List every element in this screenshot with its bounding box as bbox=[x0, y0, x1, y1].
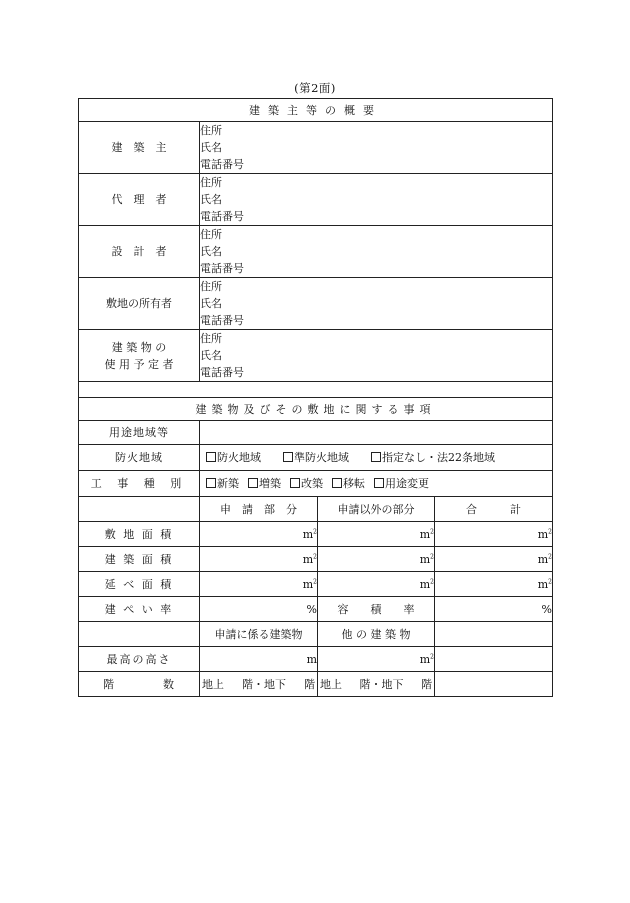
unit-label: m bbox=[302, 552, 314, 566]
party-label-line1: 建 築 物 の bbox=[111, 340, 167, 354]
coverage-field[interactable] bbox=[200, 597, 318, 622]
phone-label: 電話番号 bbox=[200, 314, 244, 327]
area-applied-field[interactable] bbox=[200, 522, 318, 547]
floors-mid-label: 階・地下 bbox=[359, 677, 404, 691]
max-height-label: 最高の高さ bbox=[79, 647, 200, 672]
floors-above-label: 地上 bbox=[202, 677, 224, 691]
checkbox-icon[interactable] bbox=[374, 478, 384, 488]
sheet-number: (第2面) bbox=[294, 81, 336, 95]
party-row-agent bbox=[79, 174, 553, 226]
building-header-other: 他 の 建 築 物 bbox=[318, 622, 435, 647]
application-form-table bbox=[78, 98, 553, 697]
fire-zone-option[interactable] bbox=[283, 452, 349, 463]
party-contact-field[interactable] bbox=[200, 278, 553, 330]
coverage-row bbox=[79, 597, 553, 622]
area-header-applied: 申 請 部 分 bbox=[200, 497, 318, 522]
name-label: 氏名 bbox=[200, 141, 222, 154]
option-label: 指定なし・法22条地域 bbox=[382, 451, 495, 464]
unit-label: m bbox=[419, 527, 431, 541]
floors-row bbox=[79, 672, 553, 697]
option-label: 移転 bbox=[343, 477, 365, 490]
unit-label: m bbox=[537, 527, 549, 541]
building-header-empty bbox=[435, 622, 553, 647]
area-row-building bbox=[79, 547, 553, 572]
area-label: 延 べ 面 積 bbox=[79, 572, 200, 597]
option-label: 用途変更 bbox=[385, 477, 429, 490]
option-label: 改築 bbox=[301, 477, 323, 490]
area-applied-field[interactable] bbox=[200, 547, 318, 572]
unit-label: m bbox=[537, 577, 549, 591]
checkbox-icon[interactable] bbox=[206, 478, 216, 488]
fire-zone-row bbox=[79, 445, 553, 471]
floors-label: 階 数 bbox=[79, 672, 200, 697]
unit-sup: 2 bbox=[313, 577, 317, 585]
work-type-row bbox=[79, 471, 553, 497]
unit-label: m bbox=[302, 527, 314, 541]
checkbox-icon[interactable] bbox=[332, 478, 342, 488]
party-row-intended-user bbox=[79, 330, 553, 382]
area-other-field[interactable] bbox=[318, 522, 435, 547]
work-type-option[interactable] bbox=[290, 478, 323, 489]
area-row-site bbox=[79, 522, 553, 547]
name-label: 氏名 bbox=[200, 245, 222, 258]
fire-zone-option[interactable] bbox=[371, 452, 495, 463]
work-type-label: 工 事 種 別 bbox=[79, 471, 200, 497]
work-type-option[interactable] bbox=[374, 478, 429, 489]
checkbox-icon[interactable] bbox=[206, 452, 216, 462]
unit-label: m bbox=[419, 652, 431, 666]
party-contact-field[interactable] bbox=[200, 330, 553, 382]
checkbox-icon[interactable] bbox=[371, 452, 381, 462]
area-applied-field[interactable] bbox=[200, 572, 318, 597]
party-contact-field[interactable] bbox=[200, 174, 553, 226]
floors-above-label: 地上 bbox=[320, 677, 342, 691]
unit-label: m bbox=[306, 652, 317, 666]
fire-zone-option[interactable] bbox=[206, 452, 261, 463]
option-label: 新築 bbox=[217, 477, 239, 490]
party-contact-field[interactable] bbox=[200, 122, 553, 174]
unit-sup: 2 bbox=[430, 577, 434, 585]
party-row-land-owner bbox=[79, 278, 553, 330]
unit-label: % bbox=[306, 602, 317, 616]
use-zone-row bbox=[79, 421, 553, 445]
unit-label: m bbox=[302, 577, 314, 591]
fire-zone-label: 防火地域 bbox=[79, 445, 200, 471]
unit-label: % bbox=[541, 602, 552, 616]
work-type-options bbox=[200, 471, 553, 497]
area-label: 敷 地 面 積 bbox=[79, 522, 200, 547]
building-header-applied: 申請に係る建築物 bbox=[200, 622, 318, 647]
phone-label: 電話番号 bbox=[200, 158, 244, 171]
party-label bbox=[79, 330, 200, 382]
area-header-blank bbox=[79, 497, 200, 522]
address-label: 住所 bbox=[200, 332, 222, 345]
party-row-owner bbox=[79, 122, 553, 174]
unit-label: m bbox=[537, 552, 549, 566]
address-label: 住所 bbox=[200, 280, 222, 293]
checkbox-icon[interactable] bbox=[248, 478, 258, 488]
floors-end-label: 階 bbox=[304, 677, 315, 691]
phone-label: 電話番号 bbox=[200, 210, 244, 223]
area-header-total: 合 計 bbox=[435, 497, 553, 522]
option-label: 防火地域 bbox=[217, 451, 261, 464]
fire-zone-options bbox=[200, 445, 553, 471]
party-row-designer bbox=[79, 226, 553, 278]
section-spacer bbox=[79, 382, 553, 398]
floors-applied-text bbox=[200, 679, 317, 690]
unit-sup: 2 bbox=[430, 652, 434, 660]
area-label: 建 築 面 積 bbox=[79, 547, 200, 572]
max-height-other-field[interactable] bbox=[318, 647, 435, 672]
unit-sup: 2 bbox=[313, 527, 317, 535]
address-label: 住所 bbox=[200, 176, 222, 189]
phone-label: 電話番号 bbox=[200, 262, 244, 275]
party-label: 敷地の所有者 bbox=[79, 278, 200, 330]
area-other-field[interactable] bbox=[318, 547, 435, 572]
floors-applied-field[interactable] bbox=[200, 672, 318, 697]
use-zone-field[interactable] bbox=[200, 421, 553, 445]
unit-sup: 2 bbox=[548, 577, 552, 585]
unit-sup: 2 bbox=[548, 527, 552, 535]
area-header-other: 申請以外の部分 bbox=[318, 497, 435, 522]
area-total-field[interactable] bbox=[435, 522, 553, 547]
work-type-option[interactable] bbox=[248, 478, 281, 489]
building-header-row bbox=[79, 622, 553, 647]
coverage-label: 建 ぺ い 率 bbox=[79, 597, 200, 622]
max-height-empty bbox=[435, 647, 553, 672]
unit-sup: 2 bbox=[313, 552, 317, 560]
name-label: 氏名 bbox=[200, 297, 222, 310]
party-contact-field[interactable] bbox=[200, 226, 553, 278]
floors-mid-label: 階・地下 bbox=[242, 677, 286, 691]
address-label: 住所 bbox=[200, 228, 222, 241]
option-label: 増築 bbox=[259, 477, 281, 490]
floors-other-text bbox=[318, 679, 434, 690]
unit-sup: 2 bbox=[430, 527, 434, 535]
floors-empty bbox=[435, 672, 553, 697]
name-label: 氏名 bbox=[200, 193, 222, 206]
section2-title: 建築物及びその敷地に関する事項 bbox=[79, 398, 553, 421]
option-label: 準防火地域 bbox=[294, 451, 349, 464]
area-total-field[interactable] bbox=[435, 547, 553, 572]
checkbox-icon[interactable] bbox=[283, 452, 293, 462]
unit-sup: 2 bbox=[430, 552, 434, 560]
section1-title: 建築主等の概要 bbox=[79, 99, 553, 122]
floors-other-field[interactable] bbox=[318, 672, 435, 697]
work-type-option[interactable] bbox=[206, 478, 239, 489]
use-zone-label: 用途地域等 bbox=[79, 421, 200, 445]
party-label: 代 理 者 bbox=[79, 174, 200, 226]
unit-label: m bbox=[419, 577, 431, 591]
area-total-field[interactable] bbox=[435, 572, 553, 597]
party-label: 設 計 者 bbox=[79, 226, 200, 278]
floor-area-ratio-field[interactable] bbox=[435, 597, 553, 622]
area-header-row bbox=[79, 497, 553, 522]
party-label: 建 築 主 bbox=[79, 122, 200, 174]
party-label-line2: 使 用 予 定 者 bbox=[104, 357, 174, 371]
phone-label: 電話番号 bbox=[200, 366, 244, 379]
unit-sup: 2 bbox=[548, 552, 552, 560]
work-type-option[interactable] bbox=[332, 478, 365, 489]
area-row-floor bbox=[79, 572, 553, 597]
max-height-row bbox=[79, 647, 553, 672]
max-height-applied-field[interactable] bbox=[200, 647, 318, 672]
checkbox-icon[interactable] bbox=[290, 478, 300, 488]
floor-area-ratio-label: 容 積 率 bbox=[318, 597, 435, 622]
floors-end-label: 階 bbox=[421, 677, 432, 691]
address-label: 住所 bbox=[200, 124, 222, 137]
area-other-field[interactable] bbox=[318, 572, 435, 597]
name-label: 氏名 bbox=[200, 349, 222, 362]
unit-label: m bbox=[419, 552, 431, 566]
building-header-blank bbox=[79, 622, 200, 647]
